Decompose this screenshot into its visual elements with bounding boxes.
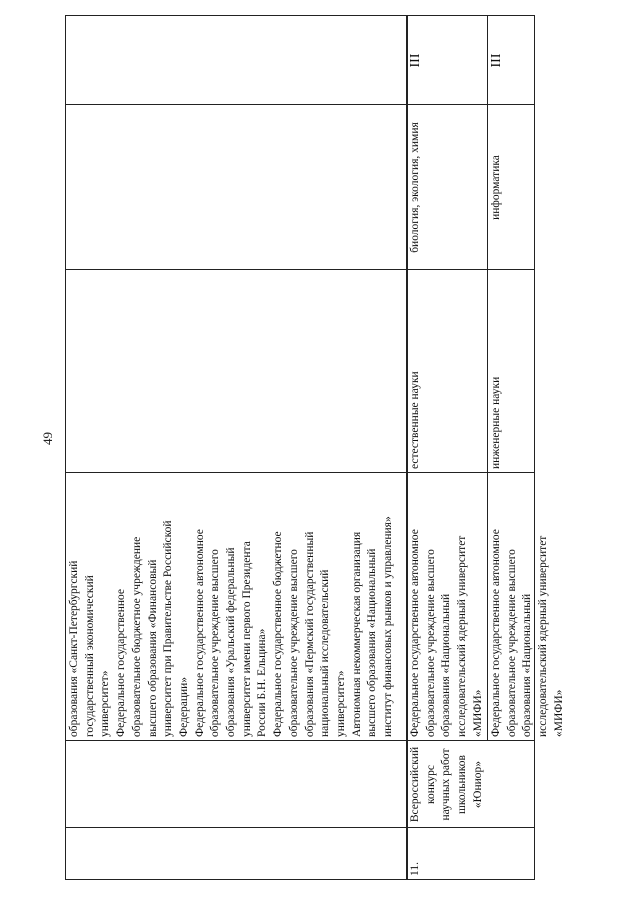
organizer-line: «МИФИ»	[552, 689, 565, 737]
organizer-line: Автономная некоммерческая организация	[350, 531, 363, 737]
organizer-line: университет при Правительстве Российской	[162, 520, 175, 737]
level-cell: III	[408, 53, 423, 68]
organizer-line: исследовательский ядерный университет	[456, 535, 469, 737]
organizer-line: университет»	[99, 670, 112, 737]
organizer-line: образовательное бюджетное учреждение	[130, 536, 143, 737]
olympiad-table	[65, 15, 565, 880]
organizer-line: исследовательский ядерный университет	[537, 535, 550, 737]
competition-name: Всероссийский конкурс научных работ школьников «Юниор»	[409, 746, 484, 823]
subject-cell: биология, экология, химия	[409, 122, 421, 253]
level-cell: III	[489, 53, 504, 68]
organizer-line: образования «Национальный	[440, 593, 453, 737]
field-cell: естественные науки	[409, 371, 421, 469]
organizer-line: Федеральное государственное бюджетное	[272, 531, 285, 737]
entry-number: 11.	[409, 862, 421, 876]
page-number: 49	[40, 432, 55, 445]
field-cell: инженерные науки	[490, 376, 502, 469]
organizers-cell	[487, 473, 565, 741]
organizer-line: образования «Уральский федеральный	[225, 547, 238, 737]
organizer-line: Федерации»	[177, 676, 190, 737]
organizer-line: Федеральное государственное	[115, 588, 128, 737]
organizer-line: Федеральное государственное автономное	[409, 529, 421, 737]
organizer-line: образовательное учреждение высшего	[209, 549, 222, 737]
organizer-line: Федеральное государственное автономное	[490, 529, 502, 737]
organizer-line: образовательное учреждение высшего	[505, 549, 518, 737]
organizer-line: государственный экономический	[83, 575, 96, 737]
organizer-line: образования «Национальный	[521, 593, 534, 737]
organizer-line: высшего образования «Финансовый	[146, 559, 159, 737]
row-divider	[65, 15, 66, 880]
organizer-line: России Б.Н. Ельцина»	[256, 628, 269, 737]
organizer-line: Федеральное государственное автономное	[193, 529, 206, 737]
organizer-line: институт финансовых рынков и управления»	[382, 516, 395, 737]
organizer-line: образовательное учреждение высшего	[424, 549, 437, 737]
organizers-cell	[65, 473, 406, 741]
organizer-line: «МИФИ»	[471, 689, 484, 737]
organizer-line: высшего образования «Национальный	[366, 548, 379, 737]
organizers-cell	[406, 473, 487, 741]
organizer-line: образовательное учреждение высшего	[287, 549, 300, 737]
organizer-line: национальный исследовательский	[319, 569, 332, 737]
subject-cell: информатика	[490, 155, 502, 220]
organizer-line: образования «Санкт-Петербургский	[68, 560, 80, 737]
organizer-line: университет имени первого Президента	[240, 541, 253, 737]
organizer-line: образования «Пермский государственный	[303, 531, 316, 737]
organizer-line: университет»	[334, 670, 347, 737]
